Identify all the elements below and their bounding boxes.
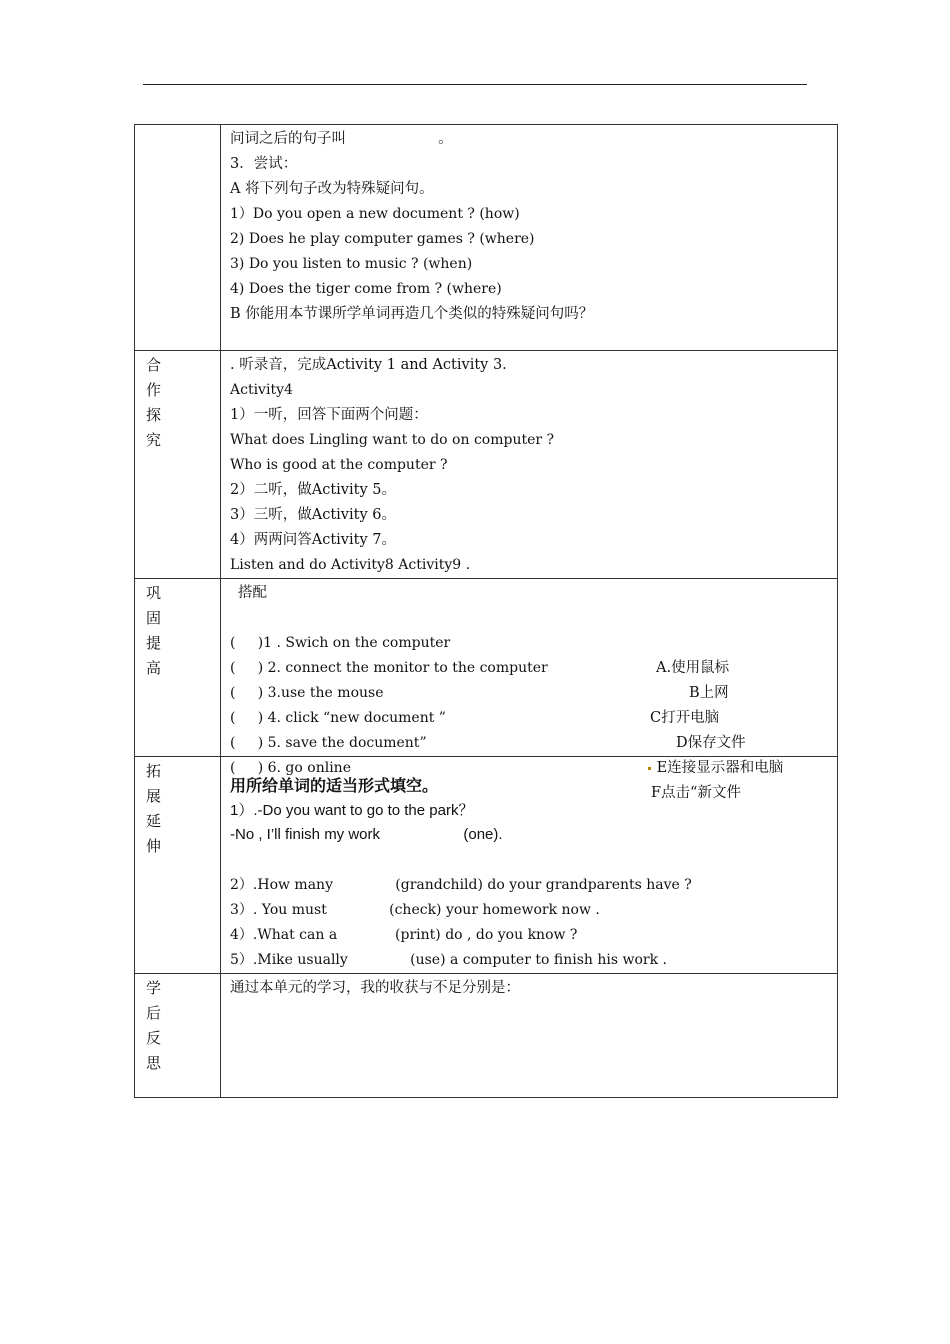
matching-title: 搭配 xyxy=(238,585,267,601)
text-line: Who is good at the computer ? xyxy=(230,457,448,473)
exercise-q1-answer: -No , I’ll finish my work (one). xyxy=(230,826,503,843)
text-line: 4) Does the tiger come from ? (where) xyxy=(230,281,502,297)
text-line: What does Lingling want to do on computer ? xyxy=(230,432,555,448)
section-label-cell xyxy=(135,757,221,974)
match-row: ( ) 2. connect the monitor to the computer B上网 xyxy=(230,660,729,701)
text-line: 2）二听，做Activity 5。 xyxy=(230,482,396,498)
row-reflection xyxy=(135,974,838,1098)
text-line: 4）两两问答Activity 7。 xyxy=(230,532,396,548)
section-content-fill-blank xyxy=(221,757,838,974)
section-label: 合 作 探 究 xyxy=(146,356,162,449)
row-trial xyxy=(135,125,838,351)
match-row: ( ) 3.use the mouse C打开电脑 xyxy=(230,685,720,726)
text-line: 3．尝试： xyxy=(230,156,298,172)
section-label: 巩 固 提 高 xyxy=(146,584,162,677)
section-label-empty xyxy=(135,125,221,351)
section-label-cell xyxy=(135,974,221,1098)
text-line: 1）Do you open a new document ? (how) xyxy=(230,206,520,222)
text-line: 问词之后的句子叫 。 xyxy=(230,131,453,147)
text-line: Listen and do Activity8 Activity9 . xyxy=(230,557,471,573)
row-cooperation xyxy=(135,351,838,579)
text-line: B 你能用本节课所学单词再造几个类似的特殊疑问句吗？ xyxy=(230,306,594,322)
exercise-instruction: 用所给单词的适当形式填空。 xyxy=(230,778,439,795)
exercise-line: 4）.What can a (print) do , do you know ? xyxy=(230,927,578,943)
section-label-cell xyxy=(135,351,221,579)
text-line: 3) Do you listen to music ? (when) xyxy=(230,256,473,272)
text-line: . 听录音，完成Activity 1 and Activity 3. xyxy=(230,357,507,373)
section-content-trial xyxy=(221,125,838,351)
section-label: 学 后 反 思 xyxy=(146,979,162,1072)
section-content-cooperation xyxy=(221,351,838,579)
text-line: 3）三听，做Activity 6。 xyxy=(230,507,396,523)
header-rule xyxy=(143,84,807,85)
match-row: ( ) 6. go online F点击“新文件 xyxy=(230,760,741,801)
exercise-line: 5）.Mike usually (use) a computer to finish his work . xyxy=(230,952,667,968)
text-line: Activity4 xyxy=(230,382,293,398)
text-line: A 将下列句子改为特殊疑问句。 xyxy=(230,181,434,197)
section-content-reflection xyxy=(221,974,838,1098)
text-line: 1）一听，回答下面两个问题： xyxy=(230,407,428,423)
row-consolidation xyxy=(135,579,838,757)
text-line: 2) Does he play computer games ? (where) xyxy=(230,231,535,247)
exercise-q1: 1）.-Do you want to go to the park？ xyxy=(230,802,474,819)
reflection-prompt: 通过本单元的学习，我的收获与不足分别是： xyxy=(230,980,520,996)
exercise-line: 2）.How many (grandchild) do your grandparents have ? xyxy=(230,877,692,893)
match-row: ( ) 4. click “new document ” D保存文件 xyxy=(230,710,746,751)
match-row: ( )1 . Swich on the computer A.使用鼠标 xyxy=(230,635,730,676)
section-label-cell xyxy=(135,579,221,757)
match-row: ( ) 5. save the document” E连接显示器和电脑 xyxy=(230,735,784,776)
section-label: 拓 展 延 伸 xyxy=(146,762,162,855)
lesson-table xyxy=(134,124,838,1098)
bullet-dot-icon xyxy=(648,767,651,770)
exercise-line: 3）. You must (check) your homework now . xyxy=(230,902,600,918)
